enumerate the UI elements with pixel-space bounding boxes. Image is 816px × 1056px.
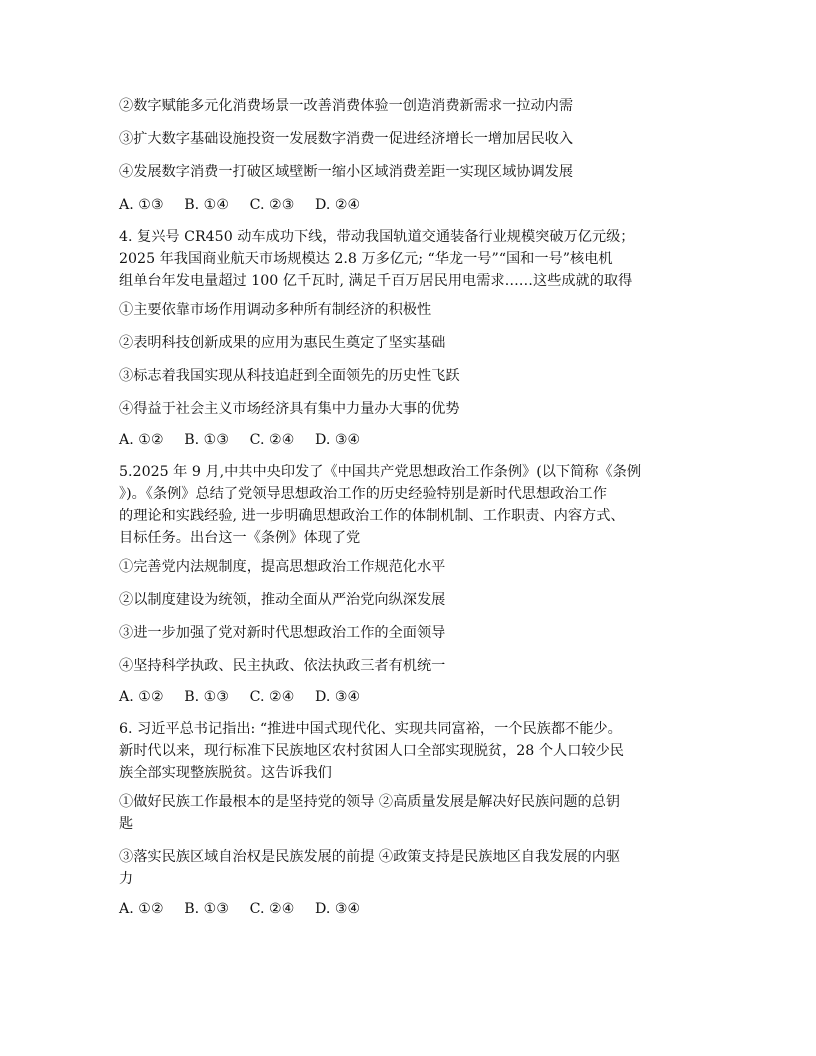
q6-stem-line-1: 6. 习近平总书记指出: “推进中国式现代化、实现共同富裕，一个民族都不能少。 [119,721,622,737]
q6-option-a[interactable]: A. ①② [119,901,164,917]
q6-stem [119,718,691,784]
q6-options [119,898,376,920]
q4-item-3: ③标志着我国实现从科技追赶到全面领先的历史性飞跃 [119,368,460,384]
q4-item-1: ①主要依靠市场作用调动多种所有制经济的积极性 [119,302,432,318]
q3-options [119,194,376,216]
q4-item-4: ④得益于社会主义市场经济具有集中力量办大事的优势 [119,401,460,417]
q4-option-b[interactable]: B. ①③ [184,432,230,448]
q5-stem-line-3: 的理论和实践经验, 进一步明确思想政治工作的体制机制、工作职责、内容方式、 [119,508,625,524]
q4-option-a[interactable]: A. ①② [119,432,164,448]
q5-item-4: ④坚持科学执政、民主执政、依法执政三者有机统一 [119,658,446,674]
q5-option-b[interactable]: B. ①③ [184,689,230,705]
q6-items-3-4-line-1: ③落实民族区域自治权是民族发展的前提 ④政策支持是民族地区自我发展的内驱 [119,849,621,865]
q5-stem-line-2: 》)。《条例》总结了党领导思想政治工作的历史经验特别是新时代思想政治工作 [119,486,607,502]
q3-option-a[interactable]: A. ①③ [119,197,164,213]
q3-item-3: ③扩大数字基础设施投资一发展数字消费一促进经济增长一增加居民收入 [119,131,574,147]
q4-option-d[interactable]: D. ③④ [314,432,361,448]
q5-stem-line-1: 5.2025 年 9 月,中共中央印发了《中国共产党思想政治工作条例》(以下简称《条例 [119,464,642,480]
q6-items-1-2 [119,791,691,835]
q3-item-4: ④发展数字消费一打破区域壁断一缩小区域消费差距一实现区域协调发展 [119,164,574,180]
q6-option-d[interactable]: D. ③④ [314,901,361,917]
q5-item-1: ①完善党内法规制度，提高思想政治工作规范化水平 [119,559,446,575]
q6-items-3-4-line-2: 力 [119,871,134,887]
q4-stem-line-3: 组单台年发电量超过 100 亿千瓦时, 满足千百万居民用电需求……这些成就的取得 [119,273,633,289]
q5-stem-line-4: 目标任务。出台这一《条例》体现了党 [119,530,361,546]
q6-option-b[interactable]: B. ①③ [184,901,230,917]
q4-item-2: ②表明科技创新成果的应用为惠民生奠定了坚实基础 [119,335,446,351]
q6-items-1-2-line-2: 匙 [119,816,134,832]
q5-item-2: ②以制度建设为统领，推动全面从严治党向纵深发展 [119,592,446,608]
q5-option-d[interactable]: D. ③④ [314,689,361,705]
q4-stem-line-2: 2025 年我国商业航天市场规模达 2.8 万多亿元; “华龙一号”“国和一号”核电机 [119,251,613,267]
q5-options [119,686,376,708]
q4-option-c[interactable]: C. ②④ [249,432,295,448]
q5-item-3: ③进一步加强了党对新时代思想政治工作的全面领导 [119,625,446,641]
q4-stem-line-1: 4. 复兴号 CR450 动车成功下线，带动我国轨道交通装备行业规模突破万亿元级； [119,229,635,245]
q6-items-3-4 [119,846,691,890]
q3-option-b[interactable]: B. ①④ [184,197,230,213]
q3-option-c[interactable]: C. ②③ [249,197,295,213]
q5-stem [119,461,691,549]
q6-items-1-2-line-1: ①做好民族工作最根本的是坚持党的领导 ②高质量发展是解决好民族问题的总钥 [119,794,621,810]
q3-option-d[interactable]: D. ②④ [314,197,361,213]
q3-item-2: ②数字赋能多元化消费场景一改善消费体验一创造消费新需求一拉动内需 [119,98,574,114]
q6-stem-line-3: 族全部实现整族脱贫。这告诉我们 [119,765,332,781]
q6-stem-line-2: 新时代以来，现行标准下民族地区农村贫困人口全部实现脱贫，28 个人口较少民 [119,743,624,759]
q5-option-c[interactable]: C. ②④ [249,689,295,705]
q4-stem [119,226,691,292]
q5-option-a[interactable]: A. ①② [119,689,164,705]
q6-option-c[interactable]: C. ②④ [249,901,295,917]
q4-options [119,429,376,451]
